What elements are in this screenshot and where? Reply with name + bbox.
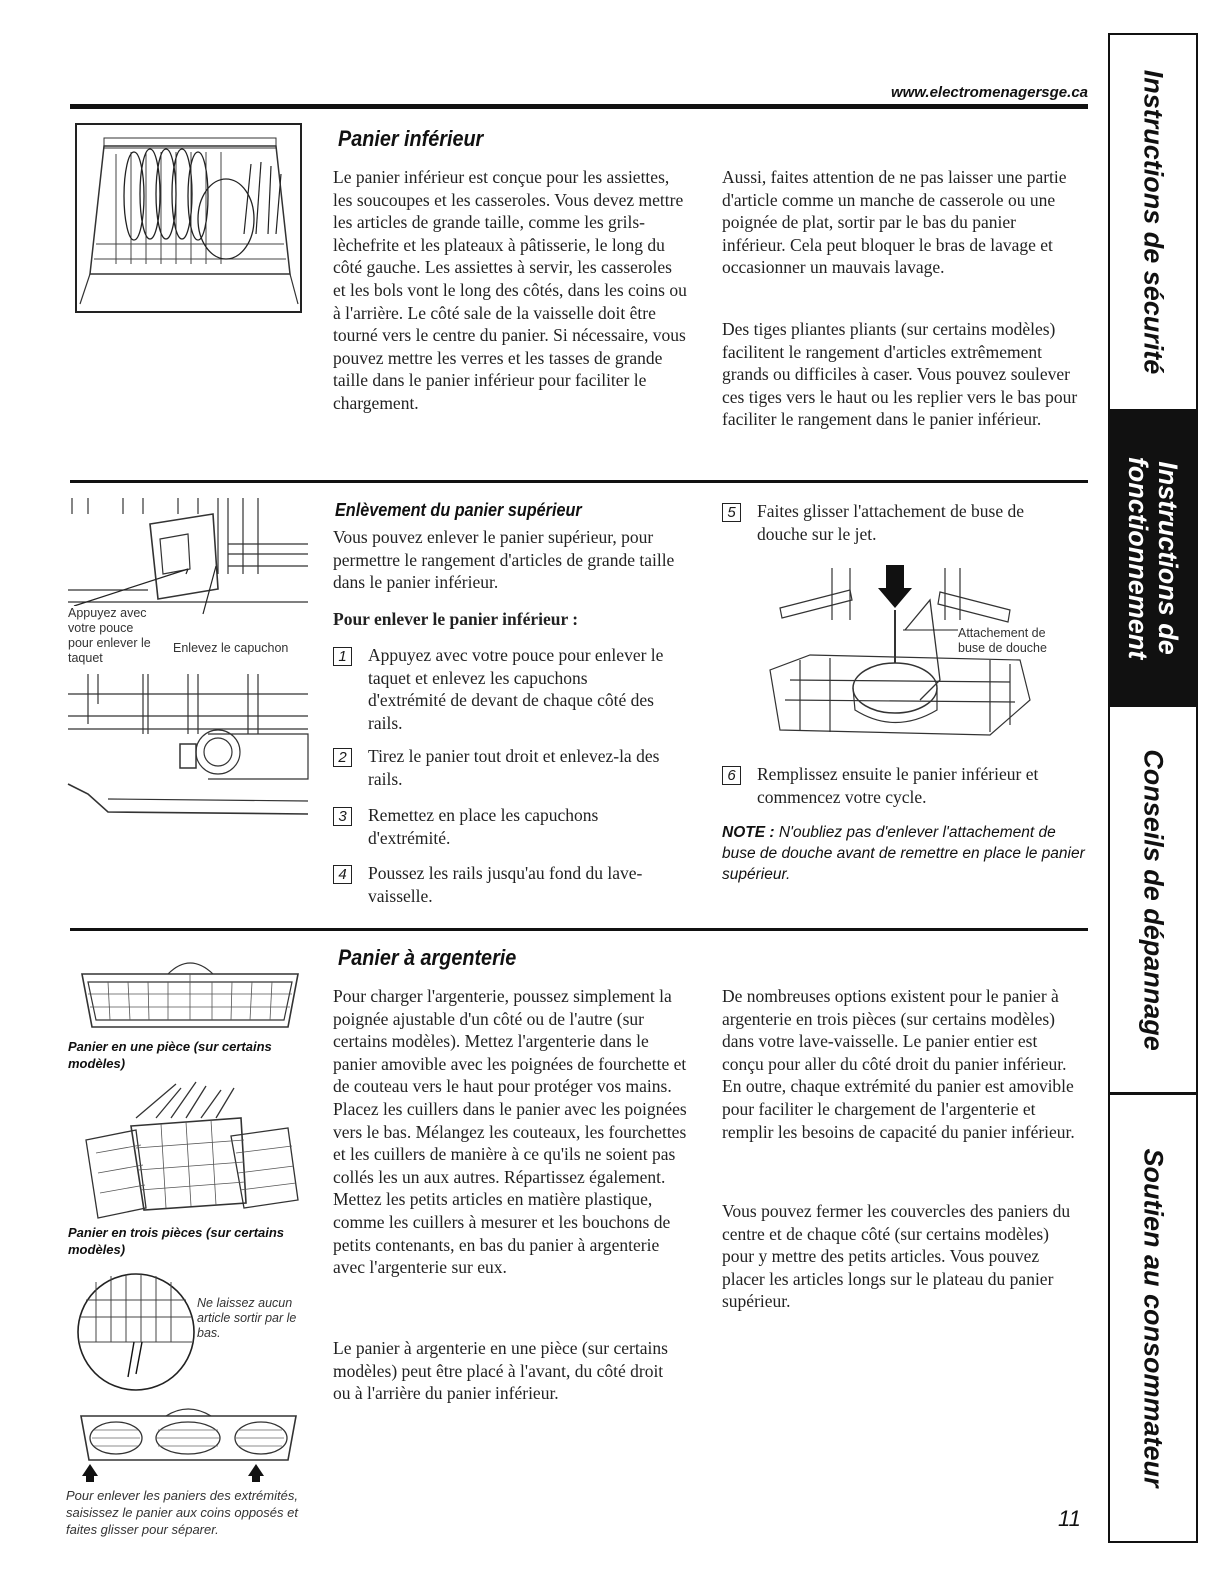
step-number: 5 bbox=[722, 503, 741, 522]
step-text: Remplissez ensuite le panier inférieur et commencez votre cycle. bbox=[757, 764, 1039, 807]
step-number: 2 bbox=[333, 748, 352, 767]
silverware-col2-p1: De nombreuses options existent pour le panier à argenterie en trois pièces (sur certains modèles) dans votre lave-vaisselle. Le panier entier est conçu pour aller du côté droit du panier inférieur. En outre, chaque extrémité du panier est amovible pour faciliter le chargement de l'argenterie et remplir les besoins de capacité du panier inférieur. bbox=[722, 986, 1075, 1142]
upper-rack-removal-intro: Vous pouvez enlever le panier supérieur, pour permettre le rangement d'articles de grande taille dans le panier inférieur. bbox=[333, 527, 675, 593]
caption-separate-baskets: Pour enlever les paniers des extrémités, saisissez le panier aux coins opposés et faites glisser pour séparer. bbox=[66, 1488, 298, 1537]
callout-thumb: Appuyez avec votre pouce pour enlever le taquet bbox=[68, 606, 158, 666]
step-number: 6 bbox=[722, 766, 741, 785]
tab-safety-instructions[interactable] bbox=[1110, 35, 1196, 409]
callout-nothing-below: Ne laissez aucun article sortir par le bas. bbox=[197, 1296, 297, 1340]
lower-rack-illustration bbox=[76, 124, 301, 312]
tab-label: Instructions de sécurité bbox=[1138, 69, 1169, 375]
separate-basket-illustration bbox=[76, 1402, 301, 1482]
silverware-col2-p2: Vous pouvez fermer les couvercles des paniers du centre et de chaque côté (sur certains modèles) pour y mettre des petits articles. Vous pouvez placer les articles longs sur le plateau du panier supérieur. bbox=[722, 1201, 1071, 1312]
basket-bottom-detail-illustration bbox=[76, 1272, 196, 1392]
step-6 bbox=[722, 763, 1082, 808]
page-number: 11 bbox=[1058, 1506, 1081, 1531]
callout-nozzle-attachment: Attachement de buse de douche bbox=[958, 626, 1058, 656]
step-5 bbox=[722, 500, 1082, 545]
note-label: NOTE : bbox=[722, 824, 775, 841]
callout-remove-cap: Enlevez le capuchon bbox=[173, 641, 313, 656]
step-2 bbox=[333, 745, 678, 790]
step-number: 1 bbox=[333, 647, 352, 666]
tab-label: Conseils de dépannage bbox=[1138, 748, 1169, 1051]
upper-rack-removal-title: Enlèvement du panier supérieur bbox=[335, 500, 582, 520]
step-1 bbox=[333, 644, 678, 734]
lower-rack-col1: Le panier inférieur est conçue pour les assiettes, les soucoupes et les casseroles. Vous devez mettre les articles de grande taille, comme les grils-lèchefrite et les plateaux à pâtisserie, le long du côté gauche. Les assiettes à servir, les casseroles et les bols vont le long des côtés, dans les coins ou à l'arrière. Le côté sale de la vaisselle doit être tourné vers le centre du panier. Si nécessaire, vous pouvez mettre les verres et les tasses de grande taille dans le panier inférieur pour faciliter le chargement. bbox=[333, 167, 687, 413]
step-text: Tirez le panier tout droit et enlevez-la des rails. bbox=[368, 746, 660, 789]
silverware-col1-p1: Pour charger l'argenterie, poussez simplement la poignée ajustable d'un côté ou de l'autre (sur certains modèles). Mettez l'argenterie dans le panier amovible avec les poignées de fourchette et de couteau vers le haut pour protéger vos mains. Placez les cuillers dans le panier avec les poignées vers le bas. Mélangez les couteaux, les fourchettes et les cuillers de manière à ce qu'ils ne soient pas collés les un aux autres. Répartissez également. Mettez les petits articles en matière plastique, comme les cuillers à mesurer et les bouchons de petits contenants, en bas du panier à argenterie avec l'argenterie sur eux. bbox=[333, 986, 687, 1278]
side-tab-bar bbox=[1108, 33, 1198, 1543]
one-piece-basket-illustration bbox=[78, 952, 303, 1034]
header-url: www.electromenagersge.ca bbox=[890, 84, 1088, 101]
header-rule bbox=[70, 104, 1088, 109]
step-text: Remettez en place les capuchons d'extrémité. bbox=[368, 805, 599, 848]
step-text: Faites glisser l'attachement de buse de douche sur le jet. bbox=[757, 501, 1025, 544]
step-text: Appuyez avec votre pouce pour enlever le taquet et enlevez les capuchons d'extrémité de devant de chaque côté des rails. bbox=[368, 645, 664, 733]
step-text: Poussez les rails jusqu'au fond du lave-vaisselle. bbox=[368, 863, 643, 906]
step-4 bbox=[333, 862, 678, 907]
step-3 bbox=[333, 804, 678, 849]
caption-three-piece-basket: Panier en trois pièces (sur certains modèles) bbox=[68, 1225, 285, 1257]
lower-rack-col2-p1: Aussi, faites attention de ne pas laisser une partie d'article comme un manche de casserole ou une poignée de plat, sortir par le bas du panier inférieur. Cela peut bloquer le bras de lavage et occasionner un mauvais lavage. bbox=[722, 167, 1067, 278]
section-rule-1 bbox=[70, 480, 1088, 483]
note-text: N'oubliez pas d'enlever l'attachement de buse de douche avant de remettre en place le panier supérieur. bbox=[722, 824, 1085, 883]
step-number: 4 bbox=[333, 865, 352, 884]
section-rule-2 bbox=[70, 928, 1088, 931]
lower-rack-col2-p2: Des tiges pliantes pliants (sur certains modèles) facilitent le rangement d'articles extrêmement grands ou difficiles à caser. Vous pouvez soulever ces tiges vers le haut ou les replier vers le bas pour faciliter le rangement dans le panier inférieur. bbox=[722, 319, 1078, 430]
lower-rack-title: Panier inférieur bbox=[338, 126, 484, 151]
silverware-col1-p2: Le panier à argenterie en une pièce (sur certains modèles) peut être placé à l'avant, du côté droit ou à l'arrière du panier inférieur. bbox=[333, 1338, 668, 1404]
tab-label: Instructions de fonctionnement bbox=[1123, 456, 1183, 660]
caption-one-piece-basket: Panier en une pièce (sur certains modèles) bbox=[68, 1039, 272, 1071]
tab-operating-instructions[interactable] bbox=[1110, 409, 1196, 707]
silverware-basket-title: Panier à argenterie bbox=[338, 945, 517, 970]
upper-rack-note bbox=[722, 822, 1087, 885]
tab-label: Soutien au consommateur bbox=[1138, 1148, 1169, 1488]
tab-consumer-support[interactable] bbox=[1110, 1095, 1196, 1541]
tab-troubleshooting-tips[interactable] bbox=[1110, 707, 1196, 1092]
three-piece-basket-illustration bbox=[76, 1078, 306, 1220]
step-number: 3 bbox=[333, 807, 352, 826]
upper-rack-removal-subhead: Pour enlever le panier inférieur : bbox=[333, 609, 579, 629]
